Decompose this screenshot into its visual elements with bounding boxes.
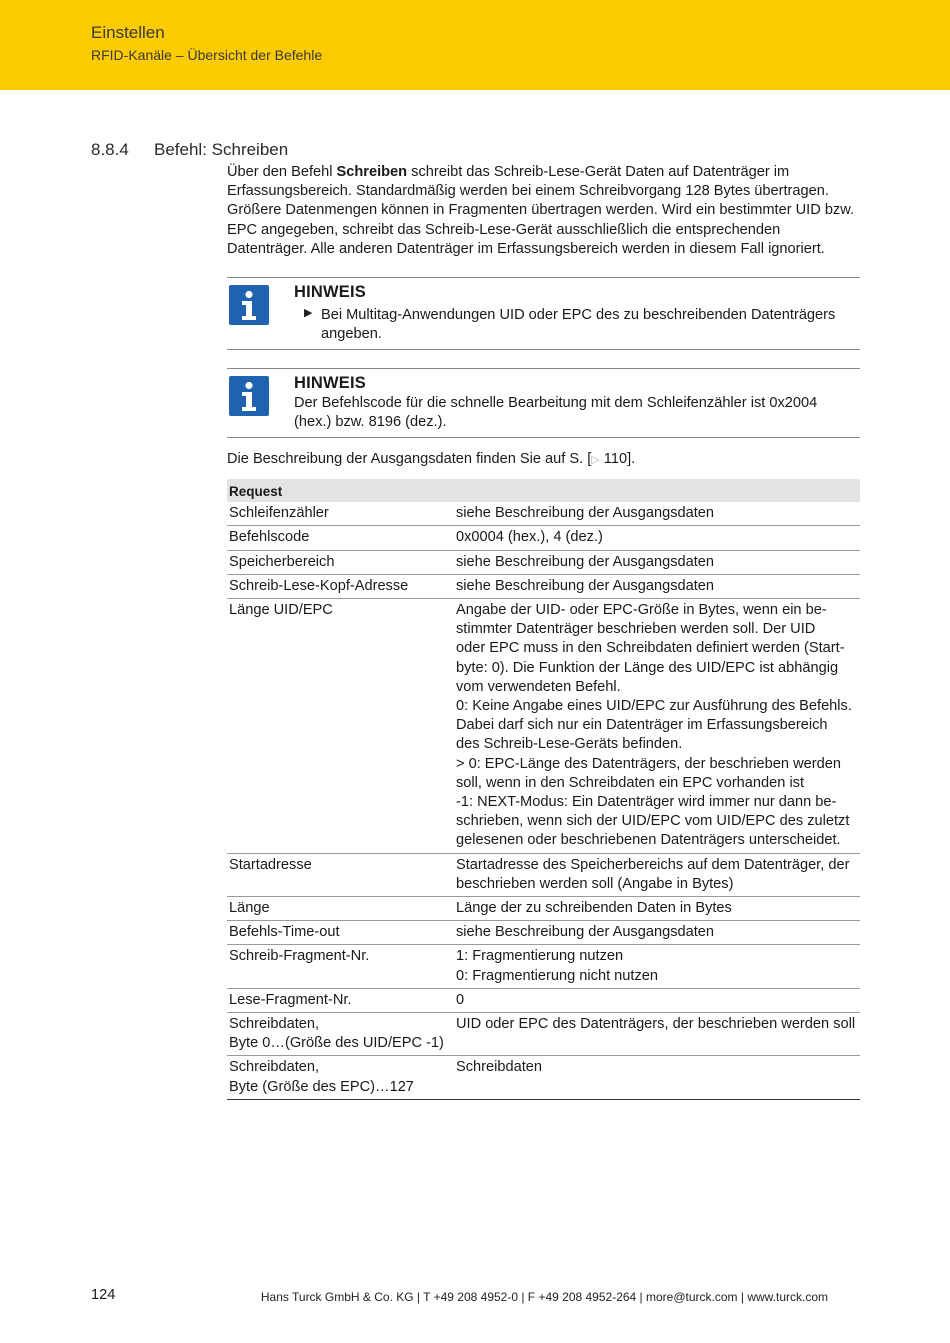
parameter-description: Länge der zu schreibenden Daten in Bytes: [454, 897, 860, 921]
table-row: [227, 897, 860, 921]
table-header: Request: [227, 479, 860, 502]
notice-title: HINWEIS: [294, 374, 366, 392]
table-row: [227, 988, 860, 1012]
table-row: [227, 853, 860, 896]
output-data-reference: [227, 451, 635, 467]
parameter-description: siehe Beschreibung der Ausgangsdaten: [454, 502, 860, 526]
parameter-name-line: Byte 0…(Größe des UID/EPC -1): [229, 1035, 444, 1052]
parameter-description-line: 0: Keine Angabe eines UID/EPC zur Ausführung des Befehls.: [456, 698, 852, 715]
parameter-description-line: Dabei darf sich nur ein Datenträger im Erfassungsbereich: [456, 717, 828, 734]
parameter-description-line: 0: Fragmentierung nicht nutzen: [456, 967, 658, 984]
chapter-subtitle: RFID-Kanäle – Übersicht der Befehle: [91, 47, 323, 63]
parameter-name: Schleifenzähler: [227, 502, 454, 526]
parameter-description-line: -1: NEXT-Modus: Ein Datenträger wird immer nur dann be-: [456, 794, 837, 811]
parameter-name: Länge: [227, 897, 454, 921]
reference-text: Die Beschreibung der Ausgangsdaten finden Sie auf S. [: [227, 451, 592, 467]
intro-text-after: schreibt das Schreib-Lese-Gerät Daten auf Datenträger im Erfassungsbereich. Standardmäßig werden bei einem Schreibvorgang 128 Bytes übertragen. Größere Datenmengen können in Fragmenten übertragen werden. Wird ein bestimmter UID bzw. EPC angegeben, schreibt das Schreib-Lese-Gerät ausschließlich die entsprechenden Datenträger. Alle anderen Datenträger im Erfassungsbereich werden in diesem Fall ignoriert.: [227, 164, 855, 257]
table-row: [227, 550, 860, 574]
table-row: [227, 526, 860, 550]
notice-box-command-code: [227, 368, 860, 438]
section-title: Befehl: Schreiben: [154, 140, 289, 159]
parameter-name: Länge UID/EPC: [227, 599, 454, 854]
notice-text: Der Befehlscode für die schnelle Bearbeitung mit dem Schleifenzähler ist 0x2004 (hex.) bzw. 8196 (dez.).: [294, 395, 818, 431]
parameter-description: siehe Beschreibung der Ausgangsdaten: [454, 574, 860, 598]
parameter-description-line: oder EPC muss in den Schreibdaten definiert werden (Start-: [456, 640, 845, 657]
parameter-description-line: des Schreib-Lese-Geräts befinden.: [456, 736, 683, 753]
parameter-description-line: > 0: EPC-Länge des Datenträgers, der beschrieben werden: [456, 755, 841, 772]
parameter-description-line: Startadresse des Speicherbereichs auf dem Datenträger, der: [456, 856, 850, 873]
request-table: [227, 479, 860, 1100]
notice-title: HINWEIS: [294, 283, 366, 301]
parameter-name: Befehls-Time-out: [227, 921, 454, 945]
notice-text: Bei Multitag-Anwendungen UID oder EPC des zu beschreibenden Datenträgers angeben.: [321, 307, 836, 343]
parameter-description-line: 1: Fragmentierung nutzen: [456, 948, 624, 965]
parameter-description: 0: [454, 988, 860, 1012]
info-icon: [229, 376, 269, 416]
page-link-arrow-icon[interactable]: ▷: [591, 454, 600, 466]
parameter-description-line: vom verwendeten Befehl.: [456, 678, 621, 695]
section-number: 8.8.4: [91, 140, 129, 159]
parameter-description-line: gelesenen oder beschriebenen Datenträgers unterscheidet.: [456, 832, 841, 849]
parameter-description: Schreibdaten: [454, 1056, 860, 1099]
parameter-description: [454, 945, 860, 988]
parameter-description: UID oder EPC des Datenträgers, der beschrieben werden soll: [454, 1013, 860, 1056]
parameter-description-line: stimmter Datenträger beschrieben werden soll. Der UID: [456, 621, 816, 638]
table-row: [227, 574, 860, 598]
parameter-description: siehe Beschreibung der Ausgangsdaten: [454, 921, 860, 945]
request-table-body: [227, 502, 860, 1099]
header-band: [0, 0, 950, 90]
section-heading: [91, 140, 288, 160]
table-row: [227, 599, 860, 854]
intro-paragraph: [227, 163, 857, 259]
table-row: [227, 1013, 860, 1056]
parameter-name: Schreib-Fragment-Nr.: [227, 945, 454, 988]
parameter-description-line: Angabe der UID- oder EPC-Größe in Bytes, wenn ein be-: [456, 602, 827, 619]
parameter-name: [227, 1013, 454, 1056]
parameter-description: [454, 853, 860, 896]
notice-box-multitag: [227, 277, 860, 350]
parameter-name: [227, 1056, 454, 1099]
parameter-name: Lese-Fragment-Nr.: [227, 988, 454, 1012]
parameter-description-line: byte: 0). Die Funktion der Länge des UID/EPC ist abhängig: [456, 659, 839, 676]
intro-text-before: Über den Befehl: [227, 164, 337, 180]
parameter-name: Befehlscode: [227, 526, 454, 550]
parameter-name: Speicherbereich: [227, 550, 454, 574]
table-row: [227, 1056, 860, 1099]
info-icon: [229, 285, 269, 325]
parameter-name-line: Schreibdaten,: [229, 1059, 320, 1076]
parameter-description-line: beschrieben werden soll (Angabe in Bytes): [456, 875, 734, 892]
parameter-description: 0x0004 (hex.), 4 (dez.): [454, 526, 860, 550]
chapter-title: Einstellen: [91, 23, 165, 42]
table-row: [227, 945, 860, 988]
parameter-name-line: Byte (Größe des EPC)…127: [229, 1078, 414, 1095]
reference-page-link[interactable]: 110].: [599, 451, 636, 467]
parameter-description: [454, 599, 860, 854]
intro-command-name: Schreiben: [336, 164, 408, 180]
parameter-name: Schreib-Lese-Kopf-Adresse: [227, 574, 454, 598]
parameter-description: siehe Beschreibung der Ausgangsdaten: [454, 550, 860, 574]
table-row: [227, 502, 860, 526]
parameter-description-line: schrieben, wenn sich der UID/EPC vom UID/EPC des zuletzt: [456, 813, 850, 830]
parameter-description-line: soll, wenn in den Schreibdaten ein EPC vorhanden ist: [456, 774, 805, 791]
parameter-name-line: Schreibdaten,: [229, 1016, 320, 1033]
table-row: [227, 921, 860, 945]
page-number: 124: [91, 1287, 116, 1303]
footer-contact: Hans Turck GmbH & Co. KG | T +49 208 4952-0 | F +49 208 4952-264 | more@turck.com | www.turck.com: [260, 1290, 828, 1304]
bullet-arrow-icon: ▶: [304, 307, 313, 319]
parameter-name: Startadresse: [227, 853, 454, 896]
